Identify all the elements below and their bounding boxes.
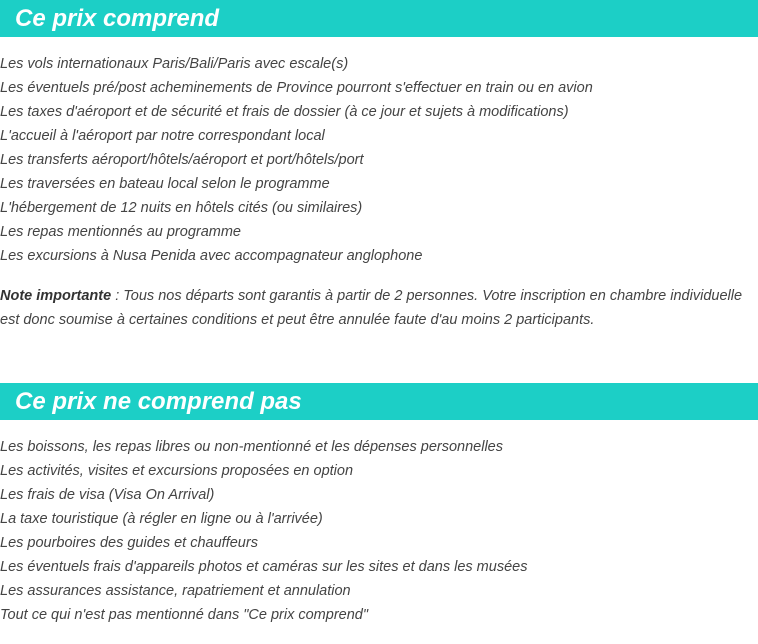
list-item: Les vols internationaux Paris/Bali/Paris avec escale(s) [0,56,349,72]
list-item: Les assurances assistance, rapatriement et annulation [0,583,351,599]
list-item: Les excursions à Nusa Penida avec accompagnateur anglophone [0,248,423,264]
list-item: L'hébergement de 12 nuits en hôtels cités (ou similaires) [0,200,363,216]
excludes-section-title: Ce prix ne comprend pas [0,383,758,420]
list-item: La taxe touristique (à régler en ligne ou à l'arrivée) [0,511,323,527]
excludes-list [0,435,758,627]
list-item: Les repas mentionnés au programme [0,224,241,240]
list-item: Les pourboires des guides et chauffeurs [0,535,258,551]
list-item: Les éventuels pré/post acheminements de Province pourront s'effectuer en train ou en avion [0,80,593,96]
note-text: : Tous nos départs sont garantis à partir de 2 personnes. Votre inscription en chambre individuelle est donc soumise à certaines conditions et peut être annulée faute d'au moins 2 participants. [0,288,743,328]
list-item: Tout ce qui n'est pas mentionné dans "Ce prix comprend" [0,607,368,623]
list-item: Les traversées en bateau local selon le programme [0,176,330,192]
important-note [0,284,752,332]
list-item: L'accueil à l'aéroport par notre correspondant local [0,128,325,144]
includes-list [0,52,758,268]
list-item: Les éventuels frais d'appareils photos et caméras sur les sites et dans les musées [0,559,528,575]
list-item: Les transferts aéroport/hôtels/aéroport et port/hôtels/port [0,152,364,168]
list-item: Les boissons, les repas libres ou non-mentionné et les dépenses personnelles [0,439,503,455]
includes-section-title: Ce prix comprend [0,0,758,37]
list-item: Les frais de visa (Visa On Arrival) [0,487,215,503]
list-item: Les taxes d'aéroport et de sécurité et frais de dossier (à ce jour et sujets à modifications) [0,104,569,120]
note-label: Note importante [0,288,112,304]
list-item: Les activités, visites et excursions proposées en option [0,463,354,479]
